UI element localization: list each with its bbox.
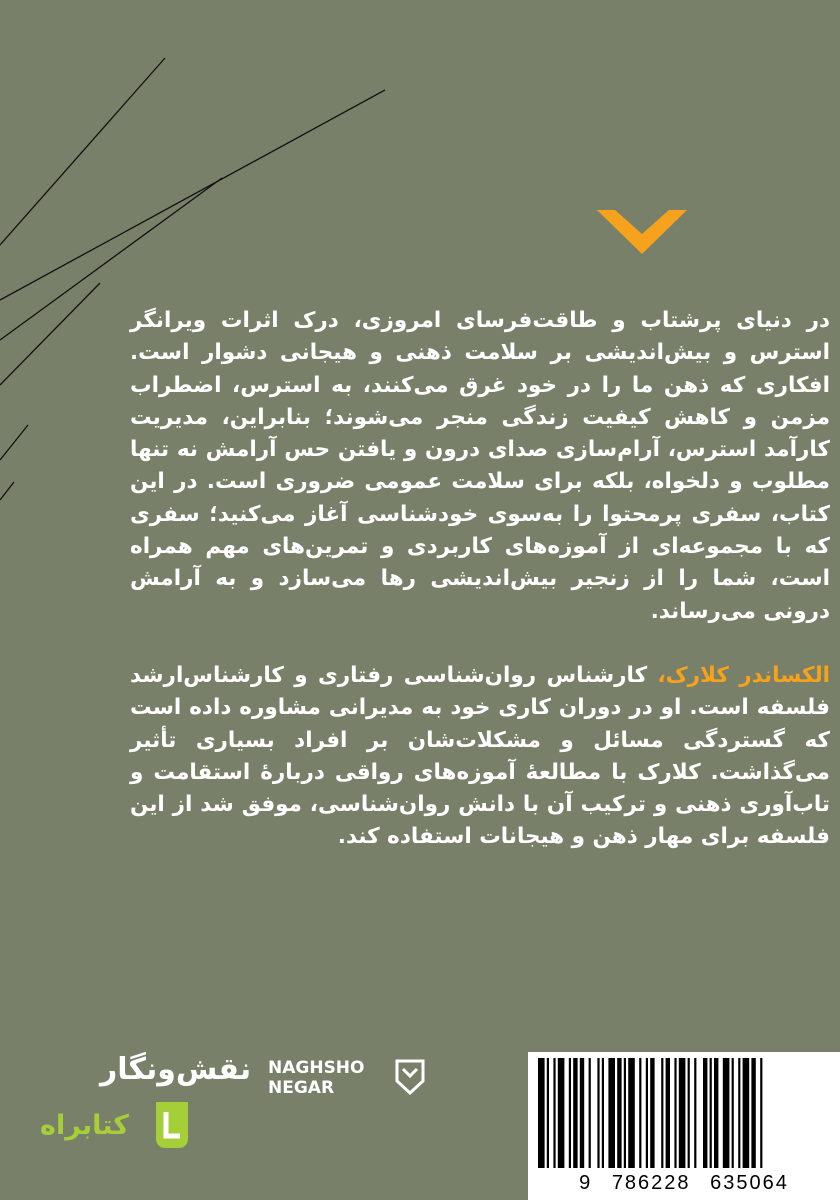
ketabrah-logo-icon (150, 1098, 194, 1152)
barcode-bar (710, 1058, 712, 1168)
barcode-bar (602, 1058, 604, 1168)
barcode-bar (760, 1058, 762, 1168)
barcode-bar (646, 1058, 648, 1168)
publisher-logo-icon (395, 1059, 425, 1095)
chevron-down-icon (597, 210, 687, 254)
barcode-bar (547, 1058, 549, 1168)
barcode-bar (674, 1058, 676, 1168)
publisher-name-fa: نقش‌ونگار (100, 1052, 252, 1087)
barcode-bar (703, 1058, 707, 1168)
barcode-digit-group-3: 635064 (710, 1172, 789, 1194)
barcode-bar (751, 1058, 755, 1168)
barcode-bar (688, 1058, 690, 1168)
barcode-bar (624, 1058, 626, 1168)
barcode-bar (666, 1058, 670, 1168)
barcode-digits (528, 1172, 840, 1195)
barcode-bar (580, 1058, 584, 1168)
book-blurb: در دنیای پرشتاب و طاقت‌فرسای امروزی، درک اثرات ویرانگر استرس و بیش‌اندیشی بر سلامت ذهنی و هیجانی دشوار است. افکاری که ذهن ما را در خود غرق می‌کنند، به استرس، اضطراب مزمن و کاهش کیفیت زندگی منجر می‌شوند؛ بنابراین، مدیریت کارآمد استرس، آرام‌سازی صدای درون و یافتن حس آرامش نه تنها مطلوب و دلخواه، بلکه برای سلامت عمومی ضروری است. در این کتاب، سفری پرمحتوا را به‌سوی خودشناسی آغاز می‌کنید؛ سفری که با مجموعه‌ای از آموزه‌های کاربردی و تمرین‌های مهم همراه است، شما را از زنجیر بیش‌اندیشی رها می‌سازد و به آرامش درونی می‌رساند. (130, 308, 830, 624)
barcode-digit-group-2: 786228 (611, 1172, 691, 1194)
barcode-bar (573, 1058, 577, 1168)
barcode-bar (738, 1058, 740, 1168)
publisher-name-en-line2: NEGAR (268, 1078, 335, 1098)
publisher-name-en (268, 1058, 365, 1098)
barcode-bar (617, 1058, 621, 1168)
author-name: الکساندر کلارک، (657, 663, 831, 688)
barcode-bar (553, 1058, 555, 1168)
barcode-digit-group-1: 9 (579, 1172, 593, 1194)
author-bio-text: کارشناس روان‌شناسی رفتاری و کارشناس‌ارشد فلسفه است. او در دوران کاری خود به مدیرانی مشاوره داده است که گستردگی مسائل و مشکلات‌شان بر افراد بسیاری تأثیر می‌گذاشت. کلارک با مطالعهٔ آموزه‌های رواقی دربارهٔ استقامت و تاب‌آوری ذهنی و ترکیب آن با دانش روان‌شناسی، موفق شد از این فلسفه برای مهار ذهن و هیجانات استفاده کند. (130, 663, 830, 850)
publisher-name-en-line1: NAGHSHO (268, 1058, 365, 1078)
barcode-bar (608, 1058, 615, 1168)
barcode-bar (714, 1058, 718, 1168)
ketabrah-name: کتابراه (40, 1110, 129, 1141)
barcode-bars (536, 1058, 832, 1168)
barcode (528, 1052, 840, 1200)
barcode-bar (558, 1058, 565, 1168)
barcode-bar (732, 1058, 734, 1168)
barcode-bar (694, 1058, 696, 1168)
barcode-bar (569, 1058, 571, 1168)
barcode-bar (679, 1058, 686, 1168)
barcode-bar (723, 1058, 730, 1168)
barcode-bar (639, 1058, 641, 1168)
barcode-bar (661, 1058, 663, 1168)
barcode-bar (650, 1058, 654, 1168)
barcode-bar (743, 1058, 750, 1168)
author-bio (130, 660, 830, 854)
barcode-bar (628, 1058, 635, 1168)
barcode-bar (597, 1058, 599, 1168)
barcode-bar (538, 1058, 545, 1168)
barcode-bar (589, 1058, 591, 1168)
